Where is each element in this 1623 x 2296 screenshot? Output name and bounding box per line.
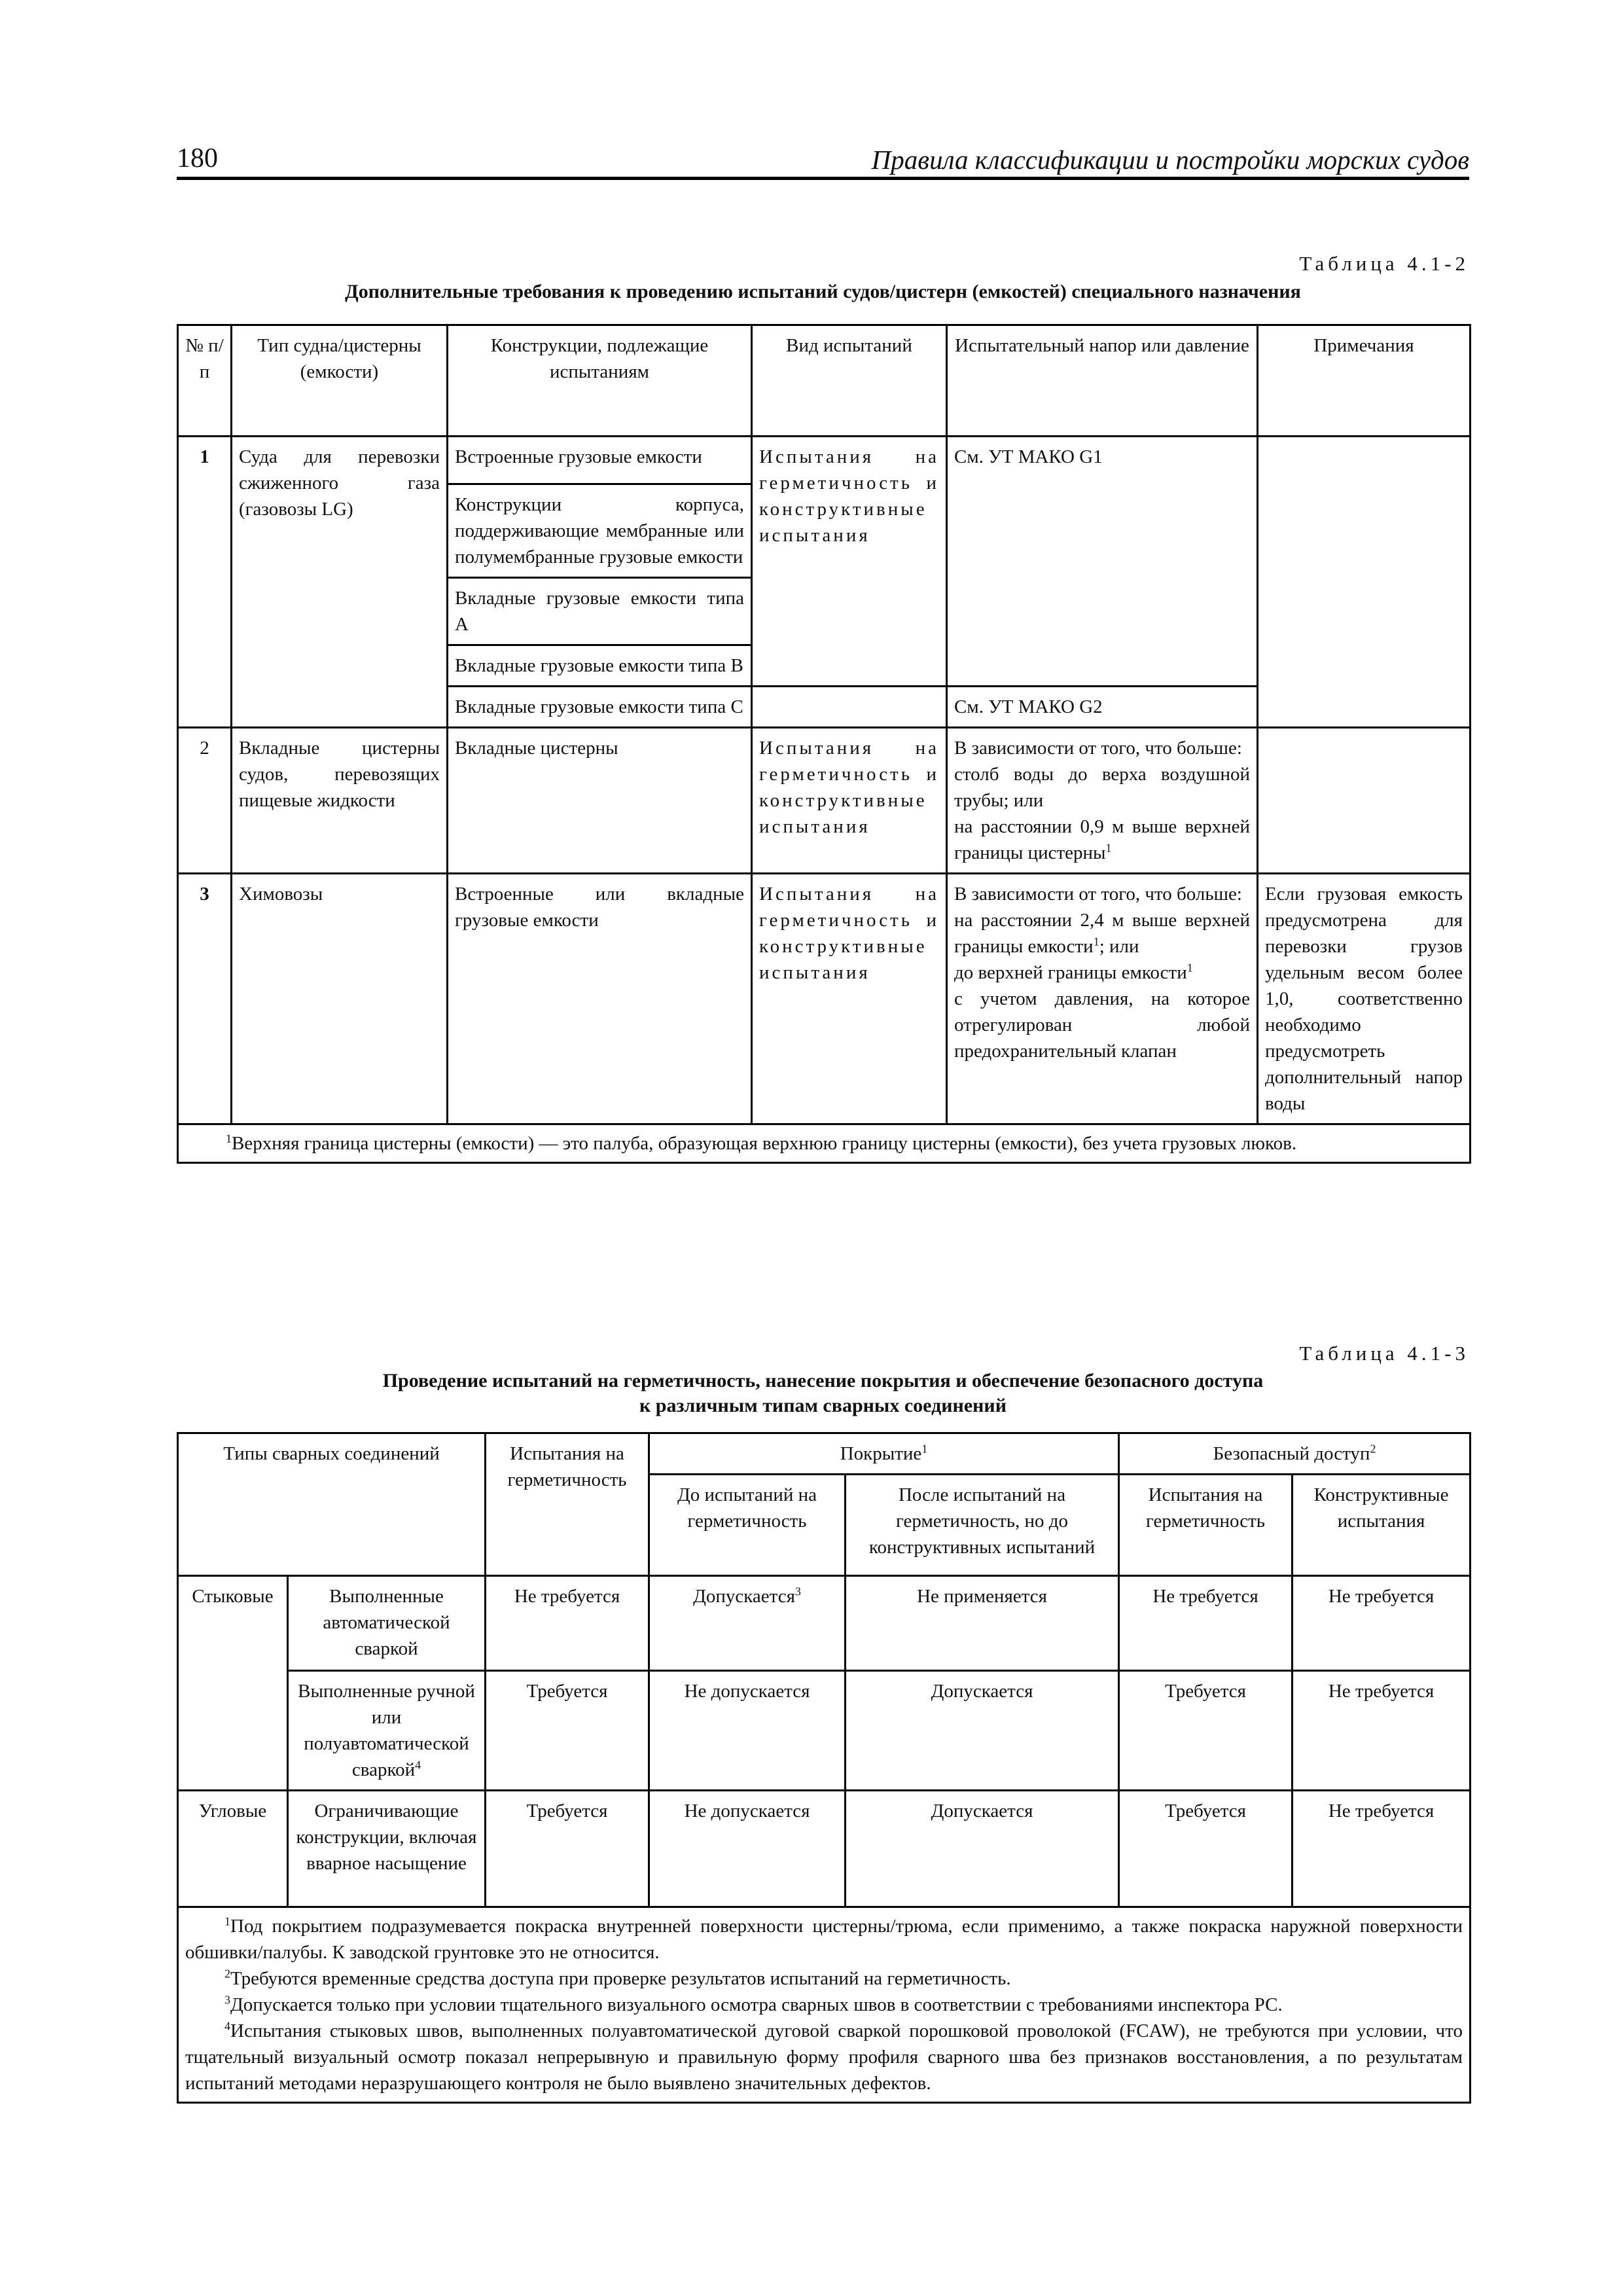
footnote: [185, 1965, 1463, 1992]
row1-notes: [1258, 437, 1471, 728]
header-rule: [177, 177, 1469, 180]
row-access-structural: Не требуется: [1293, 1791, 1471, 1907]
row-kind: [288, 1671, 486, 1791]
row3-pressure-line2-text: на расстоянии 2,4 м выше верхней границы емкости: [954, 910, 1250, 957]
footnote-mark: 2: [224, 1967, 230, 1981]
row-access-tightness: Требуется: [1119, 1671, 1293, 1791]
row-after: Не применяется: [846, 1576, 1119, 1671]
footnote-text: Под покрытием подразумевается покраска внутренней поверхности цистерны/трюма, если применимо, а также покраска наружной поверхности обшивки/палубы. К заводской грунтовке это не относится.: [185, 1916, 1463, 1963]
table2-caption: Таблица 4.1-3: [1299, 1342, 1469, 1365]
table1-header-test-type: Вид испытаний: [752, 325, 947, 437]
row2-pressure-line3: [954, 814, 1250, 866]
table1-header-notes: Примечания: [1258, 325, 1471, 437]
row1-structure-c: Вкладные грузовые емкости типа A: [448, 578, 752, 645]
page: [177, 0, 1469, 2296]
row2-num: 2: [178, 728, 232, 874]
row-before: [649, 1576, 846, 1671]
table1-header-num: № п/п: [178, 325, 232, 437]
row-group-fillet: Угловые: [178, 1791, 288, 1907]
row-group-butt: Стыковые: [178, 1576, 288, 1791]
footnote: [185, 2018, 1463, 2096]
row2-pressure-line3-text: на расстоянии 0,9 м выше верхней границы цистерны: [954, 816, 1250, 863]
row3-pressure-line3: [954, 960, 1250, 986]
footnote-ref: 3: [794, 1585, 801, 1598]
table-row: [178, 728, 1471, 874]
row1-structure-e: Вкладные грузовые емкости типа C: [448, 687, 752, 728]
table1-footnote: [178, 1124, 1471, 1163]
row-tightness: Требуется: [486, 1791, 649, 1907]
row2-pressure-line1: В зависимости от того, что больше:: [954, 738, 1242, 759]
row1-structure-a: Встроенные грузовые емкости: [448, 437, 752, 484]
footnote-mark: 4: [224, 2019, 230, 2033]
table-row: [178, 874, 1471, 1124]
row3-pressure: [947, 874, 1258, 1124]
table2-header-coating-text: Покрытие: [840, 1443, 922, 1464]
row3-pressure-line2: [954, 907, 1250, 960]
row2-pressure: [947, 728, 1258, 874]
row1-type: Суда для перевозки сжиженного газа (газовозы LG): [232, 437, 448, 728]
table-row: [178, 1791, 1471, 1907]
table1-footnote-row: [178, 1124, 1471, 1163]
row-access-structural: Не требуется: [1293, 1671, 1471, 1791]
table2-title-line1: Проведение испытаний на герметичность, нанесение покрытия и обеспечение безопасного доступа: [382, 1370, 1264, 1391]
table2-header-acc-structural: Конструктивные испытания: [1293, 1475, 1471, 1576]
footnote-ref: 2: [1370, 1442, 1376, 1456]
footnote: [185, 1992, 1463, 2018]
row3-pressure-line1: В зависимости от того, что больше:: [954, 884, 1242, 905]
row2-structures: Вкладные цистерны: [448, 728, 752, 874]
table2-footnotes-row: [178, 1907, 1471, 2103]
row-access-tightness: Требуется: [1119, 1791, 1293, 1907]
table1: [177, 324, 1471, 1164]
document-title: Правила классификации и постройки морских судов: [871, 145, 1469, 175]
row2-pressure-line2: столб воды до верха воздушной трубы; или: [954, 764, 1250, 811]
row-tightness: Требуется: [486, 1671, 649, 1791]
table2-header-access: [1119, 1433, 1471, 1475]
table2-header-tightness: Испытания на герметичность: [486, 1433, 649, 1576]
footnote-ref: 1: [921, 1442, 928, 1456]
table1-title: Дополнительные требования к проведению испытаний судов/цистерн (емкостей) специального назначения: [345, 281, 1301, 302]
row3-pressure-line2-tail: ; или: [1099, 936, 1139, 957]
footnote-text: Допускается только при условии тщательного визуального осмотра сварных швов в соответствии с требованиями инспектора РС.: [230, 1994, 1283, 2015]
table-row: [178, 1576, 1471, 1671]
row1-test-type-cont: [752, 687, 947, 728]
row1-num: 1: [178, 437, 232, 728]
row2-test-type: Испытания на герметичность и конструктивные испытания: [752, 728, 947, 874]
row1-pressure-a: См. УТ МАКО G1: [947, 437, 1258, 687]
row1-pressure-b: См. УТ МАКО G2: [947, 687, 1258, 728]
running-head: [177, 143, 1469, 182]
row-kind-text: Выполненные ручной или полуавтоматической сваркой: [298, 1681, 475, 1780]
row1-test-type: Испытания на герметичность и конструктивные испытания: [752, 437, 947, 687]
footnote-mark: 1: [226, 1132, 232, 1145]
table2-header-before: До испытаний на герметичность: [649, 1475, 846, 1576]
footnote-text: Испытания стыковых швов, выполненных полуавтоматической дуговой сваркой порошковой проволокой (FCAW), не требуются при условии, что тщательный визуальный осмотр показал непрерывную и правильную форму профиля сварного шва без признаков восстановления, а по результатам испытаний методами неразрушающего контроля не было выявлено значительных дефектов.: [185, 2020, 1463, 2094]
table1-header-type: Тип судна/цистерны (емкости): [232, 325, 448, 437]
row-kind: Выполненные автоматической сваркой: [288, 1576, 486, 1671]
row3-structures: Встроенные или вкладные грузовые емкости: [448, 874, 752, 1124]
table2-header-weld-types: Типы сварных соединений: [178, 1433, 486, 1576]
footnote-ref: 1: [1093, 935, 1099, 948]
table1-header-row: [178, 325, 1471, 437]
row2-type: Вкладные цистерны судов, перевозящих пищевые жидкости: [232, 728, 448, 874]
row-after: Допускается: [846, 1671, 1119, 1791]
row-access-structural: Не требуется: [1293, 1576, 1471, 1671]
footnote-mark: 3: [224, 1993, 230, 2007]
row-before: Не допускается: [649, 1791, 846, 1907]
table2: [177, 1432, 1471, 2104]
table1-header-structures: Конструкции, подлежащие испытаниям: [448, 325, 752, 437]
row-kind: Ограничивающие конструкции, включая вварное насыщение: [288, 1791, 486, 1907]
footnote-mark: 1: [224, 1914, 230, 1928]
footnote-ref: 1: [1186, 961, 1193, 975]
row-before: Не допускается: [649, 1671, 846, 1791]
row3-type: Химовозы: [232, 874, 448, 1124]
row3-pressure-line3-text: до верхней границы емкости: [954, 962, 1187, 983]
table2-title-line2: к различным типам сварных соединений: [639, 1395, 1007, 1416]
table-row: [178, 1671, 1471, 1791]
table1-footnote-text: Верхняя граница цистерны (емкости) — это палуба, образующая верхнюю границу цистерны (емкости), без учета грузовых люков.: [232, 1133, 1297, 1154]
table1-caption: Таблица 4.1-2: [1299, 252, 1469, 275]
footnote: [185, 1913, 1463, 1965]
table2-header-after: После испытаний на герметичность, но до конструктивных испытаний: [846, 1475, 1119, 1576]
row3-num: 3: [178, 874, 232, 1124]
row1-structure-d: Вкладные грузовые емкости типа B: [448, 645, 752, 687]
footnote-text: Требуются временные средства доступа при проверке результатов испытаний на герметичность.: [230, 1968, 1011, 1989]
page-number: 180: [177, 143, 218, 173]
row-tightness: Не требуется: [486, 1576, 649, 1671]
table2-header-coating: [649, 1433, 1119, 1475]
row3-test-type: Испытания на герметичность и конструктивные испытания: [752, 874, 947, 1124]
row-access-tightness: Не требуется: [1119, 1576, 1293, 1671]
table1-header-pressure: Испытательный напор или давление: [947, 325, 1258, 437]
row-after: Допускается: [846, 1791, 1119, 1907]
table2-header-row1: [178, 1433, 1471, 1475]
row-before-text: Допускается: [693, 1586, 795, 1607]
row1-structure-b: Конструкции корпуса, поддерживающие мембранные или полумембранные грузовые емкости: [448, 484, 752, 578]
table-row: [178, 437, 1471, 484]
row2-notes: [1258, 728, 1471, 874]
table2-header-acc-tightness: Испытания на герметичность: [1119, 1475, 1293, 1576]
table2-footnotes: [178, 1907, 1471, 2103]
table2-header-access-text: Безопасный доступ: [1213, 1443, 1370, 1464]
row3-pressure-line4: с учетом давления, на которое отрегулирован любой предохранительный клапан: [954, 988, 1250, 1062]
row3-notes: Если грузовая емкость предусмотрена для перевозки грузов удельным весом более 1,0, соответственно необходимо предусмотреть дополнительный напор воды: [1258, 874, 1471, 1124]
footnote-ref: 4: [415, 1758, 421, 1772]
footnote-ref: 1: [1105, 841, 1112, 855]
